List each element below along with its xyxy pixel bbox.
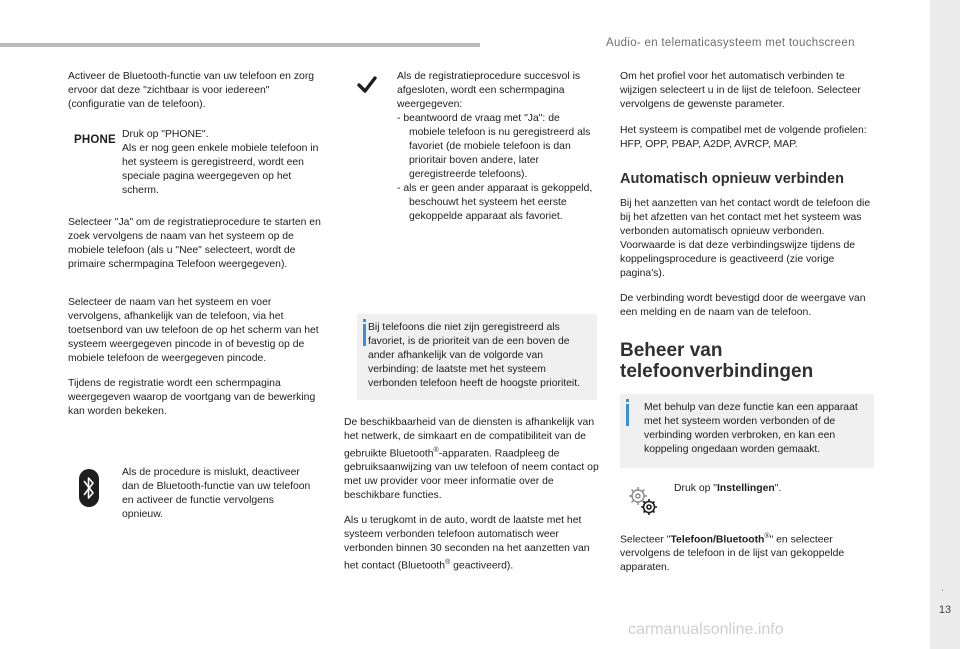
settings-label: Instellingen (716, 483, 775, 494)
telefoon-label: Telefoon (670, 534, 714, 546)
col2-bullet-first-device: - als er geen ander apparaat is gekoppeld, beschouwt het systeem het eerste gekoppelde apparaat als favoriet. (397, 183, 593, 222)
col2-check-intro: Als de registratieprocedure succesvol is afgesloten, wordt een schermpagina weergegeven: (397, 71, 581, 110)
heading-auto-reconnect: Automatisch opnieuw verbinden (620, 171, 844, 187)
col2-paragraph-reconnect (344, 514, 600, 573)
page-marker: . (941, 582, 945, 594)
note-management-text: Met behulp van deze functie kan een apparaat met het systeem worden verbonden of de verbinding worden verbroken, en kan een koppeling ongedaan worden gemaakt. (644, 402, 858, 455)
registered-mark: ® (445, 559, 451, 566)
page-number: 13 (938, 604, 952, 616)
info-icon (626, 404, 629, 426)
col2-reconnect-text-a: Als u terugkomt in de auto, wordt de laatste met het systeem verbonden telefoon automatisch weer verbonden binnen 30 seconden na het aanzetten van het contact (Bluetooth (344, 515, 590, 572)
check-icon (357, 76, 377, 94)
col3-paragraph-profile: Om het profiel voor het automatisch verbinden te wijzigen selecteert u in de lijst de telefoon. Selecteer vervolgens de gewenste parameter. (620, 71, 861, 110)
col3-paragraph-confirm: De verbinding wordt bevestigd door de weergave van een melding en de naam van de telefoon. (620, 293, 866, 318)
header-rule (0, 43, 480, 47)
note-management (620, 394, 874, 468)
col1-bluetooth-text: Als de procedure is mislukt, deactiveer dan de Bluetooth-functie van uw telefoon en activeer de functie vervolgens opnieuw. (122, 467, 311, 520)
bluetooth-label: Bluetooth (715, 534, 765, 546)
col1-paragraph-pincode: Selecteer de naam van het systeem en voer vervolgens, afhankelijk van de telefoon, via het toetsenbord van uw telefoon de op het scherm van het systeem weergegeven pincode in of bevestig op de mobiele telefoon de weergegeven pincode. (68, 297, 319, 364)
select-text-post: " en selecteer vervolgens de telefoon in de lijst van gekoppelde apparaten. (620, 534, 845, 574)
bluetooth-icon (78, 468, 100, 508)
col3-paragraph-compatible: Het systeem is compatibel met de volgende profielen: HFP, OPP, PBAP, A2DP, AVRCP, MAP. (620, 125, 867, 150)
col1-paragraph-progress: Tijdens de registratie wordt een schermpagina weergegeven waarop de voortgang van de bewerking kan worden bekeken. (68, 378, 316, 417)
settings-text-post: ". (774, 483, 782, 494)
col2-check-block (397, 70, 597, 224)
col3-settings-instruction (674, 482, 874, 496)
settings-text-pre: Druk op " (674, 483, 717, 494)
select-text-pre: Selecteer " (620, 534, 671, 546)
note-priority (357, 314, 597, 400)
col2-paragraph-availability (344, 416, 600, 503)
col2-bullet-favorite: - beantwoord de vraag met "Ja": de mobiele telefoon is nu geregistreerd als favoriet (de mobiele telefoon is dan prioritair boven andere, later geregistreerde telefoons). (397, 113, 591, 180)
note-priority-text: Bij telefoons die niet zijn geregistreerd als favoriet, is de prioriteit van de een boven de ander afhankelijk van de volgorde van verbinding: de laatste met het systeem verbonden telefoon heeft de hoogste prioriteit. (368, 322, 581, 389)
col1-paragraph-bluetooth: Activeer de Bluetooth-functie van uw telefoon en zorg ervoor dat deze "zichtbaar is voor iedereen" (configuratie van de telefoon). (68, 71, 315, 110)
slash: / (713, 534, 716, 546)
col1-paragraph-select-yes: Selecteer "Ja" om de registratieprocedure te starten en zoek vervolgens de naam van het systeem op de mobiele telefoon (als u "Nee" selecteert, wordt de primaire schermpagina Telefoon weergegeven). (68, 217, 321, 270)
registered-mark: ® (433, 447, 439, 454)
heading-connection-management: Beheer van telefoonverbindingen (620, 340, 814, 382)
settings-gear-icon (626, 484, 660, 518)
info-icon (363, 324, 366, 346)
col3-paragraph-reconnect: Bij het aanzetten van het contact wordt de telefoon die bij het afzetten van het contact met het systeem was verbonden automatisch opnieuw verbonden. Voorwaarde is dat deze verbindingswijze tijdens de koppelingsprocedure is geactiveerd (zie vorige pagina's). (620, 198, 871, 279)
col2-reconnect-text-b: geactiveerd). (450, 560, 514, 572)
col2-availability-text-a: De beschikbaarheid van de diensten is afhankelijk van het netwerk, de simkaart en de compatibiliteit van de gebruikte Bluetooth (344, 417, 595, 460)
col2-availability-text-b: -apparaten. Raadpleeg de gebruiksaanwijzing van uw telefoon of neem contact op met uw provider voor meer informatie over de beschikbare functies. (344, 448, 599, 502)
header-title: Audio- en telematicasysteem met touchscreen (606, 37, 855, 49)
page-side-strip (930, 0, 960, 649)
col3-paragraph-select-phone (620, 530, 876, 575)
col1-phone-text: Druk op "PHONE". Als er nog geen enkele mobiele telefoon in het systeem is geregistreerd, wordt een speciale pagina weergegeven op het scherm. (122, 129, 319, 196)
watermark: carmanualsonline.info (628, 621, 784, 638)
registered-mark: ® (764, 533, 770, 540)
phone-icon: PHONE (74, 134, 116, 146)
